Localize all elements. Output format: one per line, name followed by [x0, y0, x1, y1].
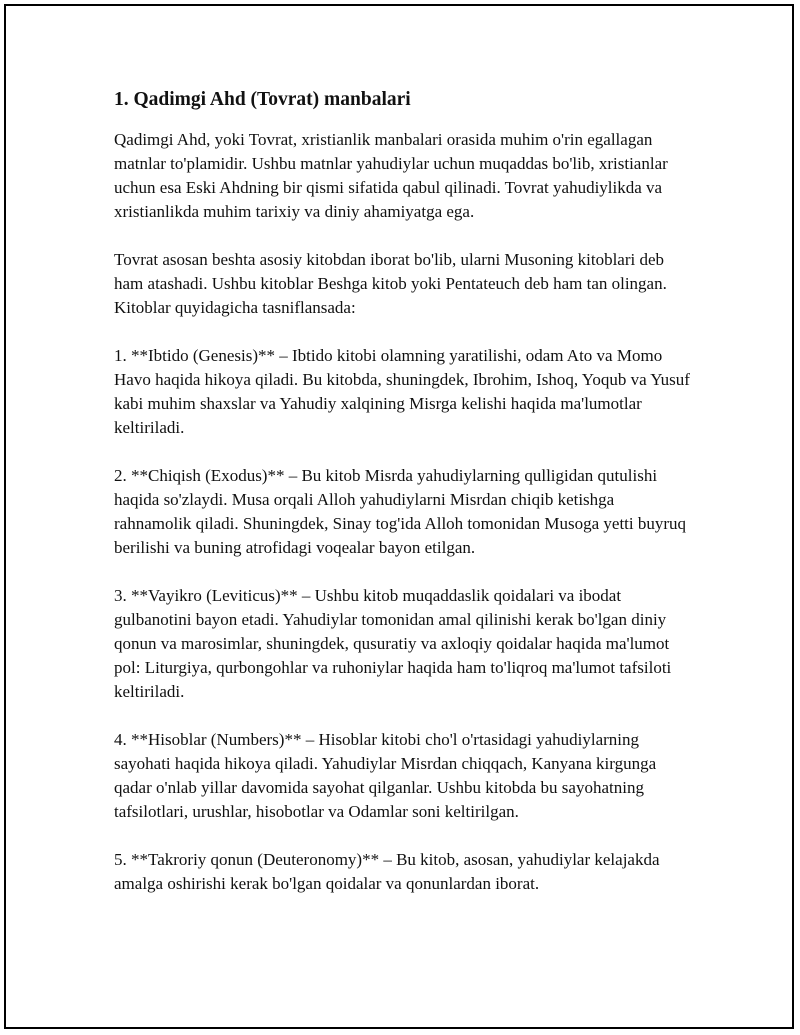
- books-overview-paragraph: Tovrat asosan beshta asosiy kitobdan iborat bo'lib, ularni Musoning kitoblari deb ham atashadi. Ushbu kitoblar Beshga kitob yoki Pentateuch deb ham tan olingan. Kitoblar quyidagicha tasniflansada:: [114, 250, 667, 317]
- book-exodus-paragraph: 2. **Chiqish (Exodus)** – Bu kitob Misrda yahudiylarning qulligidan qutulishi haqida so'zlaydi. Musa orqali Alloh yahudiylarni Misrdan chiqib ketishga rahnamolik qiladi. Shuningdek, Sinay tog'ida Alloh tomonidan Musoga yetti buyruq berilishi va buning atrofidagi voqealar bayon etilgan.: [114, 466, 687, 557]
- book-numbers-paragraph: 4. **Hisoblar (Numbers)** – Hisoblar kitobi cho'l o'rtasidagi yahudiylarning sayohati haqida hikoya qiladi. Yahudiylar Misrdan chiqqach, Kanyana kirgunga qadar o'nlab yillar davomida sayohat qilganlar. Ushbu kitobda bu sayohatning tafsilotlari, urushlar, hisobotlar va Odamlar soni keltirilgan.: [114, 730, 657, 821]
- book-deuteronomy-paragraph: 5. **Takroriy qonun (Deuteronomy)** – Bu kitob, asosan, yahudiylar kelajakda amalga oshirishi kerak bo'lgan qoidalar va qonunlardan iborat.: [114, 850, 660, 893]
- document-body: [114, 88, 694, 920]
- book-genesis-paragraph: 1. **Ibtido (Genesis)** – Ibtido kitobi olamning yaratilishi, odam Ato va Momo Havo haqida hikoya qiladi. Bu kitobda, shuningdek, Ibrohim, Ishoq, Yoqub va Yusuf kabi muhim shaxslar va Yahudiy xalqining Misrga kelishi haqida ma'lumotlar keltiriladi.: [114, 346, 690, 437]
- book-leviticus-paragraph: 3. **Vayikro (Leviticus)** – Ushbu kitob muqaddaslik qoidalari va ibodat gulbanotini bayon etadi. Yahudiylar tomonidan amal qilinishi kerak bo'lgan diniy qonun va marosimlar, shuningdek, qusuratiy va axloqiy qoidalar haqida ma'lumot pol: Liturgiya, qurbongohlar va ruhoniylar haqida ham to'liqroq ma'lumot tafsiloti keltiriladi.: [114, 586, 672, 701]
- intro-paragraph: Qadimgi Ahd, yoki Tovrat, xristianlik manbalari orasida muhim o'rin egallagan matnlar to'plamidir. Ushbu matnlar yahudiylar uchun muqaddas bo'lib, xristianlar uchun esa Eski Ahdning bir qismi sifatida qabul qilinadi. Tovrat yahudiylikda va xristianlikda muhim tarixiy va diniy ahamiyatga ega.: [114, 130, 668, 221]
- section-heading: 1. Qadimgi Ahd (Tovrat) manbalari: [114, 89, 411, 110]
